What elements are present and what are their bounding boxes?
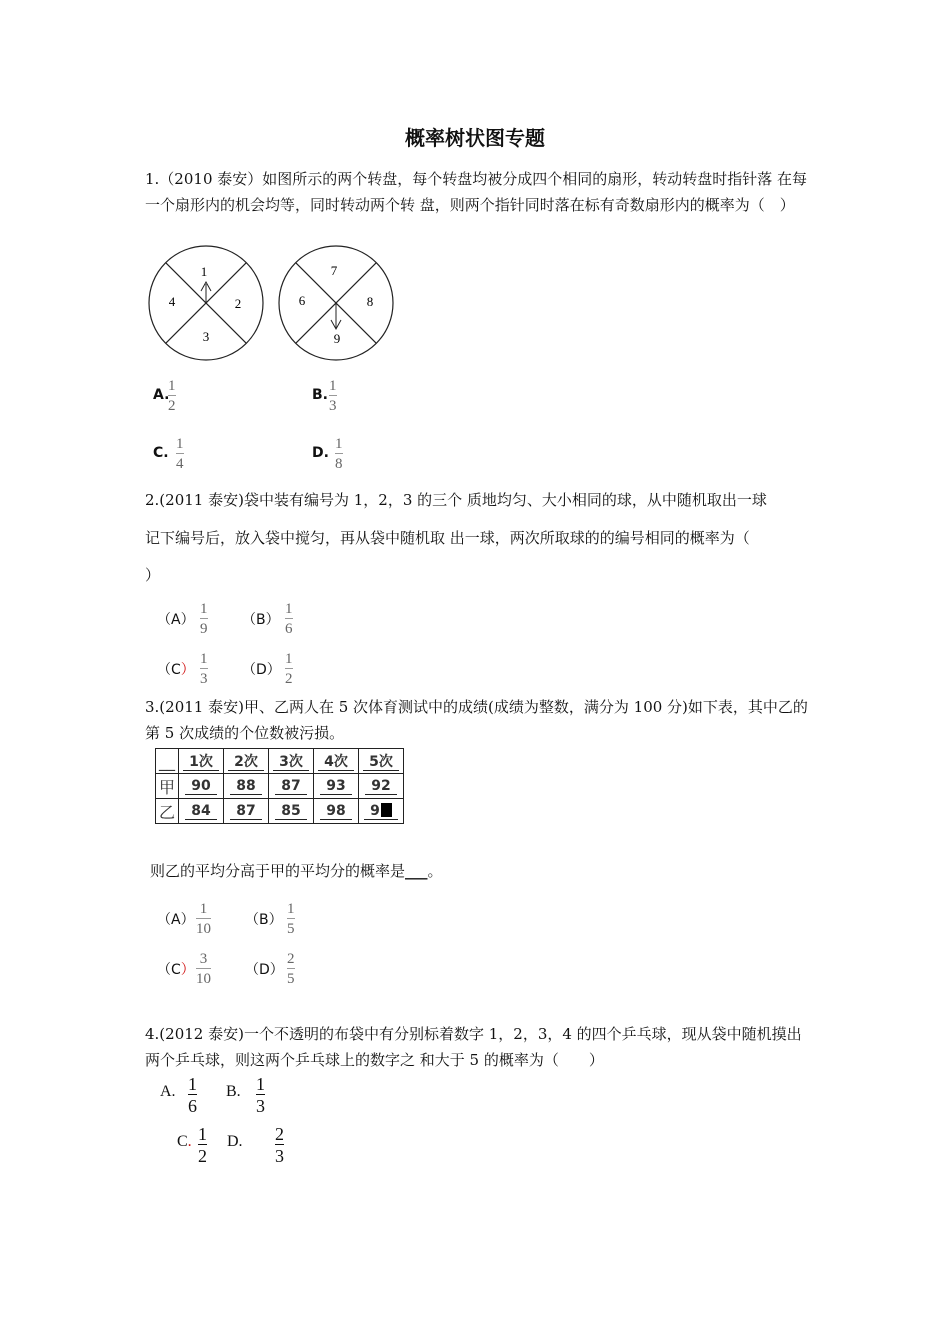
q3-option-d-fraction: $\frac{2}{5}$ <box>287 951 295 987</box>
q2-line-1: 2.(2011 泰安)袋中装有编号为 1，2，3 的三个 质地均匀、大小相同的球，从中随机取出一球 <box>145 491 767 509</box>
q1-option-d-label: D. <box>312 445 329 461</box>
table-cell: 87 <box>224 799 269 824</box>
table-header-row <box>156 749 404 774</box>
q2-option-a-fraction: $\frac{1}{9}$ <box>200 601 208 637</box>
spinner-2-label-left: 6 <box>298 293 306 308</box>
page-title: 概率树状图专题 <box>405 126 545 150</box>
q2-line-3: ） <box>145 566 161 584</box>
q2-option-a-label: （A） <box>157 612 195 628</box>
table-corner-cell: __ <box>156 749 179 774</box>
q4-option-a-fraction: $\frac{1}{6}$ <box>188 1074 197 1116</box>
q1-option-b-fraction: $\frac{1}{3}$ <box>329 378 337 414</box>
spinner-1 <box>149 246 263 360</box>
table-cell: 98 <box>314 799 359 824</box>
q4-option-b-label: B. <box>226 1083 241 1100</box>
q3-option-c-label: （C） <box>157 962 195 978</box>
table-cell: 93 <box>314 774 359 799</box>
q3-option-a-fraction: $\frac{1}{10}$ <box>196 901 211 937</box>
score-table <box>155 748 404 824</box>
q3-option-a-label: （A） <box>157 912 195 928</box>
spinner-1-label-right: 2 <box>234 296 242 311</box>
table-row <box>156 774 404 799</box>
q2-option-d-label: （D） <box>242 662 281 678</box>
row-name-jia: 甲 <box>156 774 179 799</box>
q1-option-a-label: A. <box>153 387 170 403</box>
table-header-cell: 2次 <box>224 749 269 774</box>
q1-option-c-fraction: $\frac{1}{4}$ <box>176 436 184 472</box>
q2-option-c-fraction: $\frac{1}{3}$ <box>200 651 208 687</box>
spinner-2-label-bottom: 9 <box>333 331 341 346</box>
q4-option-c-label: C. <box>177 1133 192 1150</box>
q4-option-d-fraction: $\frac{2}{3}$ <box>275 1124 284 1166</box>
q1-option-d-fraction: $\frac{1}{8}$ <box>335 436 343 472</box>
table-header-cell: 1次 <box>179 749 224 774</box>
table-cell: 92 <box>359 774 404 799</box>
table-cell <box>359 799 404 824</box>
q1-option-b-label: B. <box>312 387 328 403</box>
table-row <box>156 799 404 824</box>
spinner-2-label-top: 7 <box>330 263 338 278</box>
smudged-score: 9 <box>370 803 380 819</box>
q3-text: 3.(2011 泰安)甲、乙两人在 5 次体育测试中的成绩(成绩为整数，满分为 100 分)如下表，其中乙的第 5 次成绩的个位数被污损。 <box>145 698 808 742</box>
table-cell: 84 <box>179 799 224 824</box>
table-cell: 90 <box>179 774 224 799</box>
row-name-yi: 乙 <box>156 799 179 824</box>
ink-blot <box>381 803 392 817</box>
q2-option-b-fraction: $\frac{1}{6}$ <box>285 601 293 637</box>
q3-option-d-label: （D） <box>245 962 284 978</box>
spinner-1-label-top: 1 <box>200 264 208 279</box>
q4-option-a-label: A. <box>160 1083 176 1100</box>
q3-option-b-fraction: $\frac{1}{5}$ <box>287 901 295 937</box>
spinner-1-label-left: 4 <box>168 294 176 309</box>
q3-blank: ___ <box>405 862 428 880</box>
q1-text: 1.（2010 泰安）如图所示的两个转盘，每个转盘均被分成四个相同的扇形，转动转盘时指针落 在每一个扇形内的机会均等，同时转动两个转 盘，则两个指针同时落在标有奇数扇形内的概率为（ ） <box>145 170 808 214</box>
q4-option-b-fraction: $\frac{1}{3}$ <box>256 1074 265 1116</box>
q1-option-c-label: C. <box>153 445 169 461</box>
q3-option-b-label: （B） <box>245 912 283 928</box>
q3-question: 则乙的平均分高于甲的平均分的概率是___。 <box>150 862 443 880</box>
q4-text: 4.(2012 泰安)一个不透明的布袋中有分别标着数字 1，2，3，4 的四个乒乓球，现从袋中随机摸出两个乒乓球，则这两个乒乓球上的数字之 和大于 5 的概率为（ ） <box>145 1025 802 1069</box>
table-cell: 87 <box>269 774 314 799</box>
q2-option-b-label: （B） <box>242 612 280 628</box>
spinner-2 <box>279 246 393 360</box>
spinner-2-label-right: 8 <box>366 294 374 309</box>
q1-option-a-fraction: $\frac{1}{2}$ <box>168 378 176 414</box>
table-header-cell: 3次 <box>269 749 314 774</box>
table-cell: 85 <box>269 799 314 824</box>
table-cell: 88 <box>224 774 269 799</box>
spinner-diagram <box>148 244 398 362</box>
q2-option-c-label: （C） <box>157 662 195 678</box>
q4-option-d-label: D. <box>227 1133 243 1150</box>
q2-option-d-fraction: $\frac{1}{2}$ <box>285 651 293 687</box>
table-header-cell: 4次 <box>314 749 359 774</box>
q2-line-2: 记下编号后，放入袋中搅匀，再从袋中随机取 出一球，两次所取球的的编号相同的概率为（ <box>145 529 750 547</box>
q3-option-c-fraction: $\frac{3}{10}$ <box>196 951 211 987</box>
spinner-1-label-bottom: 3 <box>202 329 210 344</box>
table-header-cell: 5次 <box>359 749 404 774</box>
q4-option-c-fraction: $\frac{1}{2}$ <box>198 1124 207 1166</box>
